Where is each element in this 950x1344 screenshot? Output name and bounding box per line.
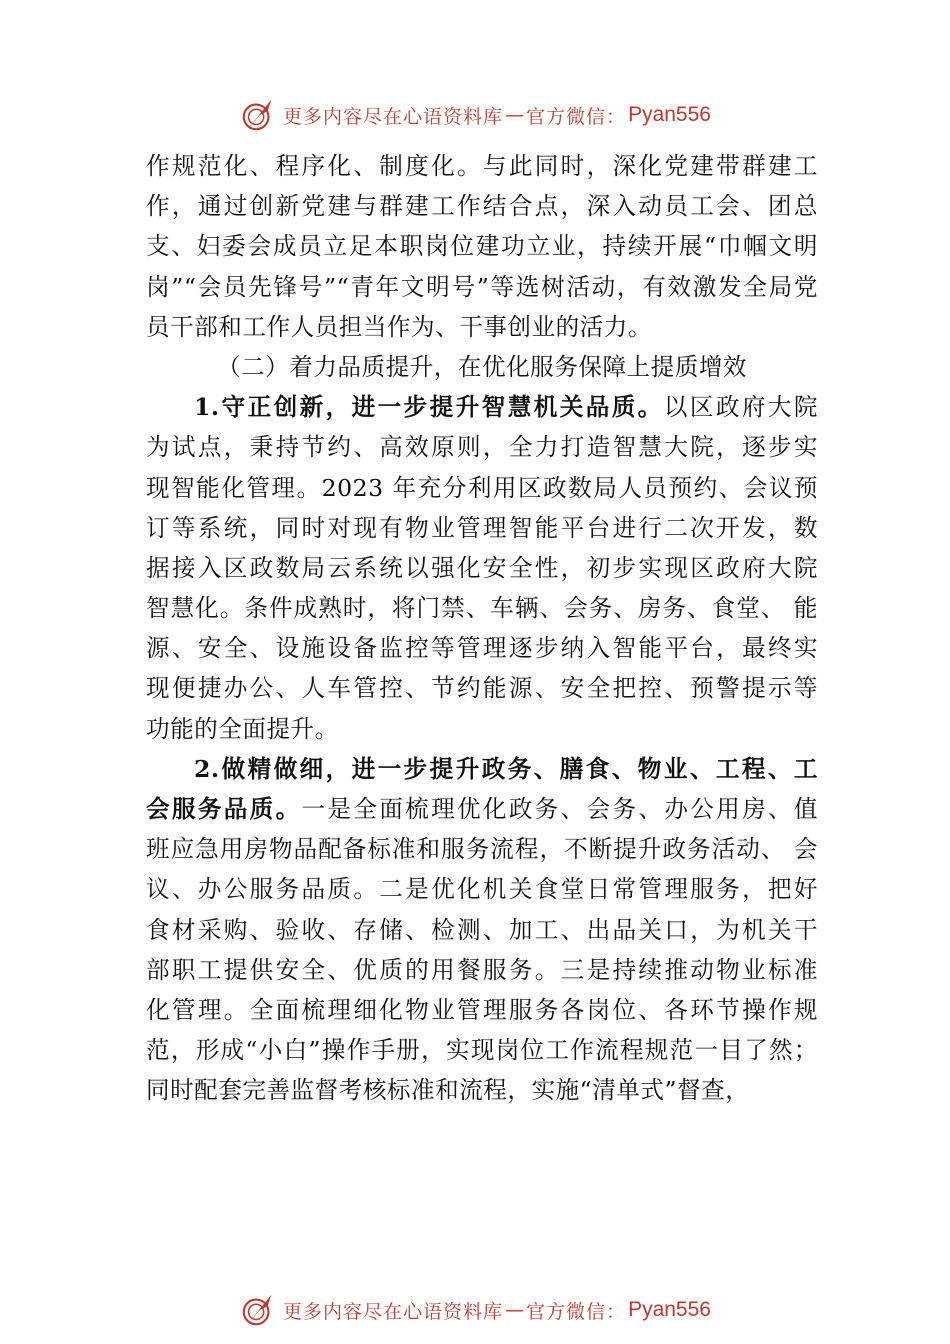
paragraph-1	[146, 146, 818, 347]
text-line: 化管理。全面梳理细化物业管理服务各岗位、各环节操作规	[146, 995, 818, 1024]
document-body	[146, 146, 818, 1111]
text-line: 订等系统，同时对现有物业管理智能平台进行二次开发，数	[146, 513, 818, 542]
banner-wechat-label: 官方微信：	[526, 1300, 627, 1323]
quill-logo-icon	[239, 96, 277, 134]
text-line: 作，通过创新党建与群建工作结合点，深入动员工会、团总	[146, 192, 818, 221]
footer-banner	[0, 1290, 950, 1330]
text-line: 功能的全面提升。	[146, 714, 339, 743]
paragraph-lead-rest: 一是全面梳理优化政务、会务、办公用房、值	[301, 795, 819, 823]
paragraph-lead-rest: 以区政府大院	[663, 393, 818, 422]
paragraph-3	[146, 387, 818, 749]
text-line: 支、妇委会成员立足本职岗位建功立业，持续开展“巾帼文明	[146, 232, 818, 261]
banner-wechat-label: 官方微信：	[526, 105, 627, 128]
text-line: 源、安全、设施设备监控等管理逐步纳入智能平台，最终实	[146, 634, 818, 663]
text-line: 岗”“会员先锋号”“青年文明号”等选树活动，有效激发全局党	[146, 272, 818, 301]
banner-title: 更多内容尽在心语资料库	[283, 105, 504, 128]
text-line: 范，形成“小白”操作手册，实现岗位工作流程规范一目了然；	[146, 1036, 818, 1065]
paragraph-lead-bold-end: 会服务品质。	[146, 795, 302, 823]
banner-separator: —	[505, 1299, 525, 1321]
text-line: 据接入区政数局云系统以强化安全性，初步实现区政府大院	[146, 553, 818, 582]
text-line: 同时配套完善监督考核标准和流程，实施“清单式”督查，	[146, 1076, 750, 1105]
text-line: 班应急用房物品配备标准和服务流程，不断提升政务活动、 会	[146, 835, 818, 864]
text-line: 现智能化管理。2023 年充分利用区政数局人员预约、会议预	[146, 473, 818, 502]
banner-wechat-id: Pyan556	[628, 103, 711, 126]
quill-logo-icon	[239, 1291, 277, 1329]
banner-title: 更多内容尽在心语资料库	[283, 1300, 504, 1323]
paragraph-lead-bold: 1.守正创新，进一步提升智慧机关品质。	[194, 393, 664, 422]
text-line: 为试点，秉持节约、高效原则，全力打造智慧大院，逐步实	[146, 433, 818, 462]
text-line: 员干部和工作人员担当作为、干事创业的活力。	[146, 312, 652, 341]
text-line: 部职工提供安全、优质的用餐服务。三是持续推动物业标准	[146, 955, 818, 984]
text-line: 议、办公服务品质。二是优化机关食堂日常管理服务，把好	[146, 875, 818, 904]
header-banner	[0, 95, 950, 135]
text-line: 作规范化、程序化、制度化。与此同时，深化党建带群建工	[146, 152, 818, 180]
text-line: 食材采购、验收、存储、检测、加工、出品关口，为机关干	[146, 915, 818, 944]
section-heading: （二）着力品质提升，在优化服务保障上提质增效	[216, 352, 748, 381]
text-line: 现便捷办公、人车管控、节约能源、安全把控、预警提示等	[146, 674, 818, 703]
banner-wechat-id: Pyan556	[628, 1298, 711, 1321]
text-line: 智慧化。条件成熟时，将门禁、车辆、会务、房务、食堂、 能	[146, 594, 818, 623]
paragraph-4	[146, 749, 818, 1111]
text-line	[146, 387, 818, 427]
paragraph-lead-bold: 2.做精做细，进一步提升政务、膳食、物业、工程、工	[194, 754, 818, 783]
text-line	[146, 789, 818, 829]
banner-separator: —	[505, 104, 525, 126]
